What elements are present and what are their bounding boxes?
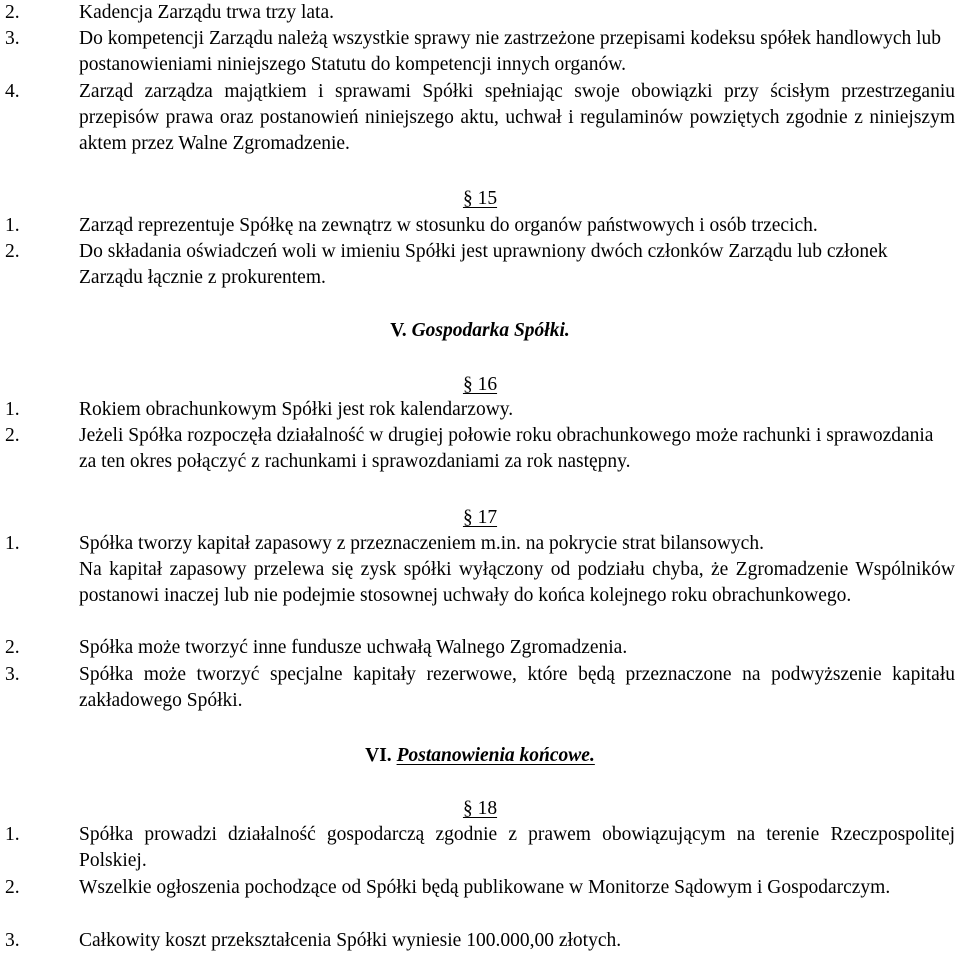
item-number: 2.: [5, 637, 20, 658]
item-text: Spółka tworzy kapitał zapasowy z przeznaczeniem m.in. na pokrycie strat bilansowych.: [79, 533, 764, 554]
item-text: Jeżeli Spółka rozpoczęła działalność w drugiej połowie roku obrachunkowego może rachunki i sprawozdania za ten okres połączyć z rachunkami i sprawozdaniami za rok następny.: [79, 425, 934, 472]
section-heading-16: § 16: [462, 374, 498, 395]
item-text: Do składania oświadczeń woli w imieniu Spółki jest uprawniony dwóch członków Zarządu lub członek Zarządu łącznie z prokurentem.: [79, 241, 888, 288]
item-text: Spółka może tworzyć specjalne kapitały rezerwowe, które będą przeznaczone na podwyższenie kapitału zakładowego Spółki.: [79, 664, 955, 711]
list-item: [5, 875, 955, 901]
item-number: 4.: [5, 81, 20, 102]
item-text: Zarząd zarządza majątkiem i sprawami Spółki spełniając swoje obowiązki przy ścisłym przestrzeganiu przepisów prawa oraz postanowień niniejszego aktu, uchwał i regulaminów powziętych zgodnie z niniejszym aktem przez Walne Zgromadzenie.: [79, 81, 955, 154]
item-number: 2.: [5, 2, 20, 23]
item-number: 2.: [5, 425, 20, 446]
list-item: [5, 822, 955, 874]
chapter-heading-vi: VI. Postanowienia końcowe.: [365, 745, 595, 766]
item-number: 1.: [5, 533, 20, 554]
list-item: [5, 79, 955, 157]
list-item: [5, 239, 955, 291]
list-item: [5, 26, 955, 78]
list-item: [5, 423, 955, 475]
item-number: 3.: [5, 664, 20, 685]
list-item: [5, 213, 955, 239]
item-text: Wszelkie ogłoszenia pochodzące od Spółki będą publikowane w Monitorze Sądowym i Gospodarczym.: [79, 877, 891, 898]
list-item: [5, 531, 955, 557]
item-text: Całkowity koszt przekształcenia Spółki wyniesie 100.000,00 złotych.: [79, 930, 622, 951]
list-item: [5, 928, 955, 954]
paragraph: Na kapitał zapasowy przelewa się zysk spółki wyłączony od podziału chyba, że Zgromadzenie Wspólników postanowi inaczej lub nie podejmie stosownej uchwały do końca kolejnego roku obrachunkowego.: [79, 559, 955, 606]
list-item: [5, 635, 955, 661]
item-number: 3.: [5, 28, 20, 49]
item-number: 2.: [5, 877, 20, 898]
item-text: Rokiem obrachunkowym Spółki jest rok kalendarzowy.: [79, 399, 514, 420]
item-text: Spółka prowadzi działalność gospodarczą zgodnie z prawem obowiązującym na terenie Rzeczpospolitej Polskiej.: [79, 824, 955, 871]
item-number: 1.: [5, 824, 20, 845]
item-text: Zarząd reprezentuje Spółkę na zewnątrz w stosunku do organów państwowych i osób trzecich.: [79, 215, 818, 236]
chapter-heading-v: V. Gospodarka Spółki.: [390, 320, 570, 341]
item-text: Kadencja Zarządu trwa trzy lata.: [79, 2, 334, 23]
list-item: [5, 0, 955, 26]
section-heading-17: § 17: [462, 507, 498, 528]
item-number: 3.: [5, 930, 20, 951]
item-number: 2.: [5, 241, 20, 262]
section-heading-15: § 15: [462, 188, 498, 209]
list-item: [5, 397, 955, 423]
item-number: 1.: [5, 399, 20, 420]
list-item: [5, 662, 955, 714]
item-number: 1.: [5, 215, 20, 236]
section-heading-18: § 18: [462, 798, 498, 819]
item-text: Do kompetencji Zarządu należą wszystkie sprawy nie zastrzeżone przepisami kodeksu spółek handlowych lub postanowieniami niniejszego Statutu do kompetencji innych organów.: [79, 28, 942, 75]
item-text: Spółka może tworzyć inne fundusze uchwałą Walnego Zgromadzenia.: [79, 637, 628, 658]
